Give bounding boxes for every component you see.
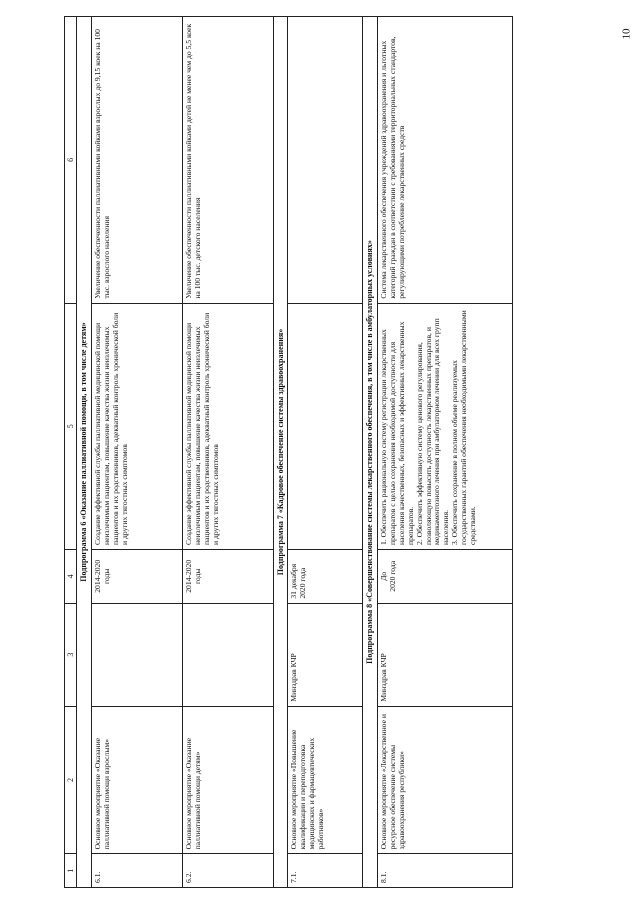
term: До 2020 года [377,549,512,603]
program-table [64,16,513,888]
subprogram-heading: Подпрограмма 8 «Совершенствование системы лекарственного обеспечения, в том числе в амбулаторных условиях» [363,17,377,888]
column-number: 1 [65,854,77,888]
content: Создание эффективной службы паллиативной медицинской помощи неизлечимым пациентам, повышение качества жизни неизлечимых пациентов и их родственников, адекватный контроль хронической боли и других тягостных симптомов [182,303,273,549]
table-row [182,17,273,888]
row-number: 6.2. [182,854,273,888]
event-name: Основное мероприятие «Лекарственное и ресурсное обеспечение системы здравоохранения республики» [377,706,512,854]
term: 2014-2020 годы [182,549,273,603]
column-number: 6 [65,17,77,304]
expected-result [288,17,363,304]
content [288,303,363,549]
event-name: Основное мероприятие «Оказание паллиативной помощи взрослым» [91,706,182,854]
executor: Минздрав КЧР [288,603,363,706]
subprogram-heading-row [77,17,91,888]
column-number: 4 [65,549,77,603]
expected-result: Увеличение обеспеченности паллиативными койками взрослых до 9,15 коек на 100 тыс. взрослого населения [91,17,182,304]
executor [91,603,182,706]
subprogram-heading-row [273,17,287,888]
column-number: 5 [65,303,77,549]
content: Создание эффективной службы паллиативной медицинской помощи неизлечимым пациентам, повышение качества жизни неизлечимых пациентов и их родственников, адекватный контроль хронической боли и других тягостных симптомов [91,303,182,549]
event-name: Основное мероприятие «Оказание паллиативной помощи детям» [182,706,273,854]
row-number: 6.1. [91,854,182,888]
subprogram-heading: Подпрограмма 6 «Оказание паллиативной помощи, в том числе детям» [77,17,91,888]
term: 31 декабря 2020 года [288,549,363,603]
expected-result: Система лекарственного обеспечения учреждений здравоохранения и льготных категорий граждан в соответствии с требованиями территориальных стандартов, регулирующими потребление лекарственных средств [377,17,512,304]
table-row [377,17,512,888]
term: 2014-2020 годы [91,549,182,603]
executor [182,603,273,706]
table-row [91,17,182,888]
column-number: 2 [65,706,77,854]
content: 1. Обеспечить рациональную систему регистрации лекарственных препаратов с целью сохранения необходимой доступности для населения качественных, безопасных и эффективных лекарственных препаратов. 2. Обеспечить эффективную систему ценового регулирования, позволяющую повысить доступность лекарственных препаратов, и медикаментозного лечения при амбулаторном лечении для всех групп населения. 3. Обеспечить сохранение в полном объеме реализуемых государственных гарантий обеспечения необходимыми лекарственными средствами. [377,303,512,549]
event-name: Основное мероприятие «Повышение квалификации и переподготовка медицинских и фармацевтических работников» [288,706,363,854]
column-number-row [65,17,77,888]
expected-result: Увеличение обеспеченности паллиативными койками детей не менее чем до 5,5 коек на 100 тыс. детского населения [182,17,273,304]
column-number: 3 [65,603,77,706]
rotated-table-sheet [64,16,630,888]
row-number: 7.1. [288,854,363,888]
subprogram-heading: Подпрограмма 7 «Кадровое обеспечение системы здравоохранения» [273,17,287,888]
page-number: 10 [620,28,633,40]
subprogram-heading-row [363,17,377,888]
executor: Минздрав КЧР [377,603,512,706]
row-number: 8.1. [377,854,512,888]
table-row [288,17,363,888]
